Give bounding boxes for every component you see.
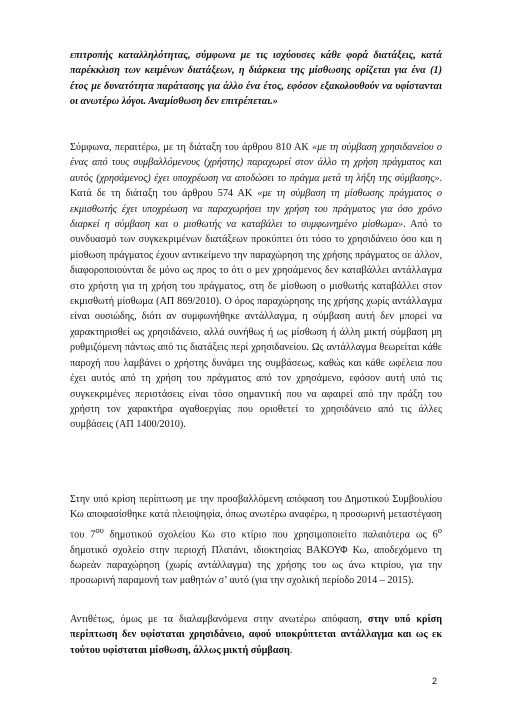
text-segment: Αντιθέτως, όμως με τα διαλαμβανόμενα στην ανωτέρω απόφαση, <box>70 614 368 625</box>
ordinal-superscript: ου <box>95 524 104 535</box>
paragraph-legal-provisions <box>70 140 442 433</box>
text-segment: Στην υπό κρίση περίπτωση με την προσβαλλόμενη απόφαση του Δημοτικού Συμβουλίου Κω αποφασίσθηκε κατά πλειοψηφία, όπως ανωτέρω αναφέρω, η προσωρινή μεταστέγαση του 7 <box>70 494 442 541</box>
text-segment: . Κατά δε τη διάταξη του άρθρου 574 ΑΚ <box>70 172 442 200</box>
text-segment: . <box>289 644 293 656</box>
ordinal-superscript: ο <box>437 524 443 535</box>
quote-article-810: «με τη σύμβαση χρησιδανείου ο ένας από τους συμβαλλόμενους (χρήστης) παραχωρεί στον άλλο τη χρήση πράγματος και αυτός (χρησάμενος) έχει υποχρέωση να αποδώσει το πράγμα μετά τη λήξη της σύμβασης» <box>70 142 442 184</box>
page-number: 2 <box>432 676 438 686</box>
quote-article-574: «με τη σύμβαση τη μίσθωσης πράγματος ο εκμισθωτής έχει υποχρέωση να παραχωρήσει την χρήση του πράγματος για όσο χρόνο διαρκεί η σύμβαση και ο μισθωτής να καταβάλει το συμφωνημένο μίσθωμα» <box>70 188 442 231</box>
text-segment: δημοτικό σχολείο στην περιοχή Πλατάνι, ιδιοκτησίας ΒΑΚΟΥΦ Κω, αποδεχόμενο τη δωρεάν παραχώρηση (χωρίς αντάλλαγμα) της χρήσης του ως άνω κτιρίου, για την προσωρινή παραμονή των μαθητών σ’ αυτό (για την σχολική περίοδο 2014 – 2015). <box>70 544 442 587</box>
paragraph-contract-terms: επιτροπής καταλληλότητας, σύμφωνα με τις ισχύουσες κάθε φορά διατάξεις, κατά παρέκκλιση των κειμένων διατάξεων, η διάρκεια της μίσθωσης ορίζεται για ένα (1) έτος με δυνατότητα παράτασης για άλλο ένα έτος, εφόσον εξακολουθούν να υφίστανται οι ανωτέρω λόγοι. Αναμίσθωση δεν επιτρέπεται.» <box>70 50 442 108</box>
paragraph-conclusion <box>70 612 442 658</box>
text-segment: δημοτικού σχολείου Κω στο κτίριο που χρησιμοποιείτο παλαιότερα ως 6 <box>103 529 438 541</box>
paragraph-case-facts <box>70 492 442 589</box>
text-segment: . Από το συνδυασμό των συγκεκριμένων διατάξεων προκύπτει ότι τόσο το χρησιδάνειο όσο και η μίσθωση πράγματος έχουν αντικείμενο την παραχώρηση της χρήσης πράγματος σε άλλον, διαφοροποιούνται δε μόνο ως προς το ότι ο μεν χρησάμενος δεν καταβάλλει αντάλλαγμα στο χρήστη για τη χρήση του πράγματος, στη δε μίσθωση ο μισθωτής καταβάλλει στον εκμισθωτή μίσθωμα (ΑΠ 869/2010). Ο όρος παραχώρησης της χρήσης χωρίς αντάλλαγμα είναι ουσιώδης, διότι αν συμφωνήθηκε αντάλλαγμα, η σύμβαση αυτή δεν μπορεί να χαρακτηρισθεί ως χρησιδάνειο, αλλά συνήθως ή ως μίσθωση ή άλλη μικτή σύμβαση μη ρυθμιζόμενη πάντως από τις διατάξεις περί χρησιδανείου. Ως αντάλλαγμα θεωρείται κάθε παροχή που λαμβάνει ο χρήστης δυνάμει της συμβάσεως, καθώς και κάθε ωφέλεια που έχει αυτός από τη χρήση του πράγματος από τον χρησάμενο, εφόσον αυτή υπό τις συγκεκριμένες περιστάσεις είναι τόσο σημαντική που να αφαιρεί από την πράξη του χρήστη τον χαρακτήρα αγαθοεργίας που οριοθετεί το χρησιδάνειο από τις άλλες συμβάσεις (ΑΠ 1400/2010). <box>70 219 442 431</box>
conclusion-emphasis: στην υπό κρίση περίπτωση δεν υφίσταται χρησιδάνειο, αφού υποκρύπτεται αντάλλαγμα και ως εκ τούτου υφίσταται μίσθωση, άλλως μικτή σύμβαση <box>70 614 442 656</box>
text-segment: Σύμφωνα, περαιτέρω, με τη διάταξη του άρθρου 810 ΑΚ <box>70 142 312 153</box>
